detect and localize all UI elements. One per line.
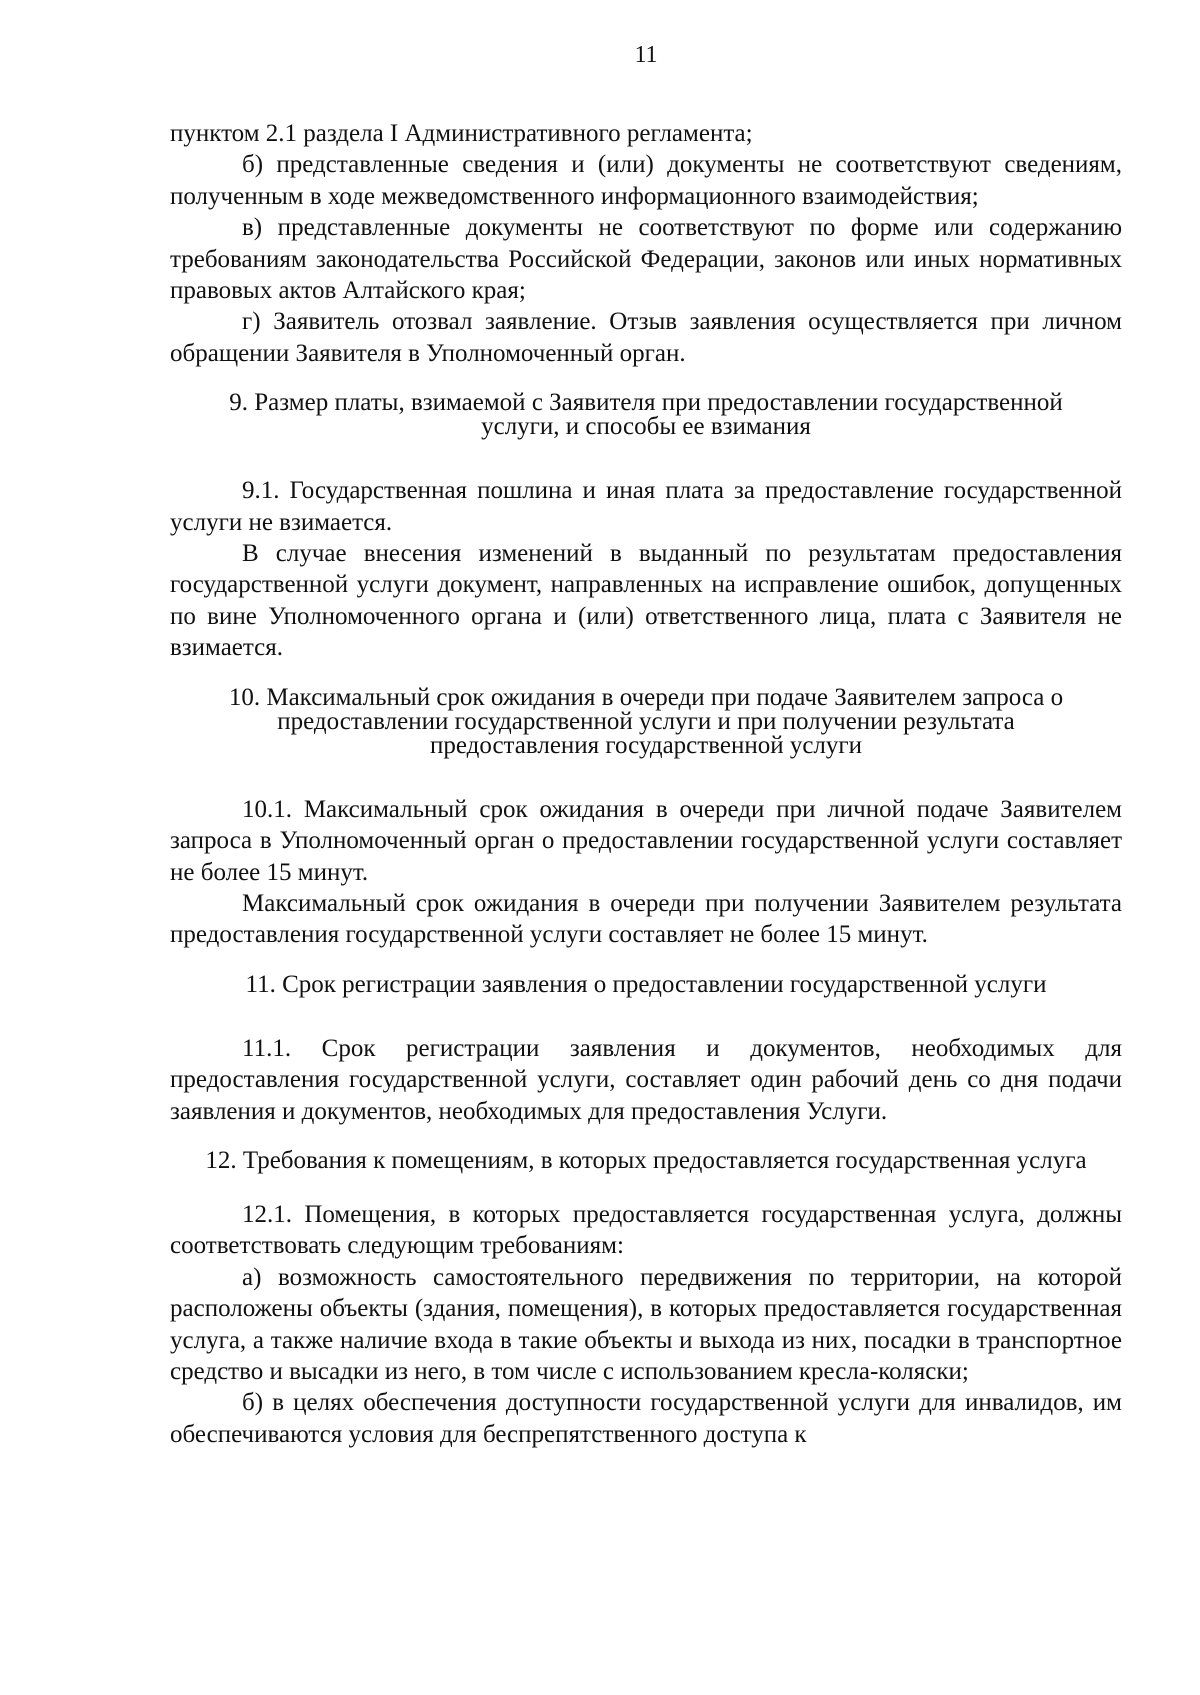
document-body [170,118,1122,1450]
paragraph-11-1: 11.1. Срок регистрации заявления и документов, необходимых для предоставления государственной услуги, составляет один рабочий день со дня подачи заявления и документов, необходимых для предоставления Услуги. [170,1034,1122,1125]
paragraph-12-1: 12.1. Помещения, в которых предоставляется государственная услуга, должны соответствовать следующим требованиям: [170,1200,1122,1260]
paragraph-9-1: 9.1. Государственная пошлина и иная плата за предоставление государственной услуги не взимается. [170,477,1122,536]
paragraph-item-v: в) представленные документы не соответствуют по форме или содержанию требованиям законодательства Российской Федерации, законов или иных нормативных правовых актов Алтайского края; [170,214,1122,305]
section-heading-12: 12. Требования к помещениям, в которых предоставляется государственная услуга [205,1146,1087,1174]
paragraph-12-1-a: а) возможность самостоятельного передвижения по территории, на которой расположены объекты (здания, помещения), в которых предоставляется государственная услуга, а также наличие входа в такие объекты и выхода из них, посадки в транспортное средство и высадки из него, в том числе с использованием кресла-коляски; [170,1263,1122,1385]
section-heading-10: 10. Максимальный срок ожидания в очереди при подаче Заявителем запроса о предоставлении государственной услуги и при получении результата предоставления государственной услуги [228,683,1064,759]
page-number: 11 [634,42,658,68]
paragraph-10-1: 10.1. Максимальный срок ожидания в очереди при личной подаче Заявителем запроса в Уполномоченный орган о предоставлении государственной услуги составляет не более 15 минут. [170,795,1122,886]
section-heading-11: 11. Срок регистрации заявления о предоставлении государственной услуги [245,970,1047,998]
paragraph-12-1-b: б) в целях обеспечения доступности государственной услуги для инвалидов, им обеспечиваются условия для беспрепятственного доступа к [170,1389,1122,1448]
section-heading-9: 9. Размер платы, взимаемой с Заявителя при предоставлении государственной услуги, и способы ее взимания [229,389,1063,441]
paragraph-continuation: пунктом 2.1 раздела I Административного регламента; [170,120,753,147]
paragraph-10-1-cont: Максимальный срок ожидания в очереди при получении Заявителем результата предоставления государственной услуги составляет не более 15 минут. [170,889,1122,949]
paragraph-9-1-cont: В случае внесения изменений в выданный по результатам предоставления государственной услуги документ, направленных на исправление ошибок, допущенных по вине Уполномоченного органа и (или) ответственного лица, плата с Заявителя не взимается. [170,540,1122,662]
paragraph-item-g: г) Заявитель отозвал заявление. Отзыв заявления осуществляется при личном обращении Заявителя в Уполномоченный орган. [170,308,1122,367]
paragraph-item-b: б) представленные сведения и (или) документы не соответствуют сведениям, полученным в ходе межведомственного информационного взаимодействия; [170,151,1122,210]
